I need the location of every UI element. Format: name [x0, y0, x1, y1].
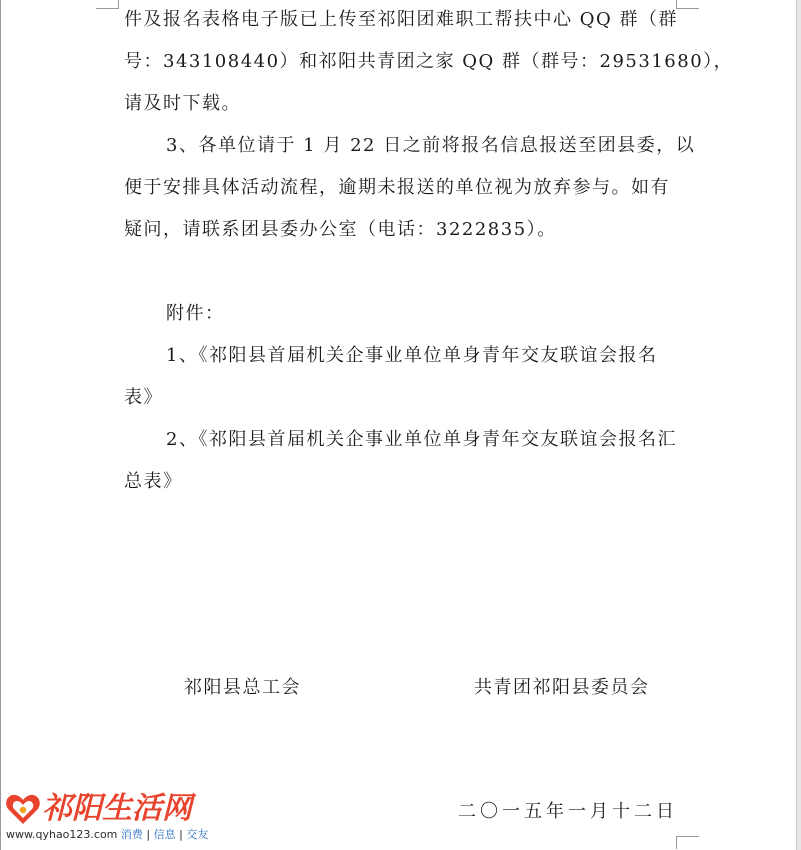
attachments-heading: 附件：	[166, 303, 225, 324]
signature-right: 共青团祁阳县委员会	[474, 677, 650, 698]
attachment-2-line-1: 2、《祁阳县首届机关企事业单位单身青年交友联谊会报名汇	[166, 429, 677, 450]
body-line-1: 件及报名表格电子版已上传至祁阳团难职工帮扶中心 QQ 群（群	[124, 9, 678, 30]
body-line-5: 便于安排具体活动流程，逾期未报送的单位视为放弃参与。如有	[124, 177, 670, 198]
body-line-6: 疑问，请联系团县委办公室（电话：3222835）。	[124, 219, 557, 240]
watermark-url-row	[6, 828, 208, 842]
site-watermark	[4, 790, 214, 846]
body-line-4: 3、各单位请于 1 月 22 日之前将报名信息报送至团县委，以	[166, 135, 696, 156]
attachment-1-line-1: 1、《祁阳县首届机关企事业单位单身青年交友联谊会报名	[166, 345, 658, 366]
attachment-1-line-2: 表》	[124, 387, 163, 408]
signature-left: 祁阳县总工会	[184, 677, 301, 698]
watermark-separator-2: |	[179, 828, 183, 841]
watermark-tag-2: 信息	[153, 828, 176, 841]
margin-corner-top-left	[96, 0, 119, 9]
scrollbar-edge[interactable]	[796, 0, 801, 850]
watermark-tag-3: 交友	[186, 828, 209, 841]
watermark-tag-1: 消费	[120, 828, 143, 841]
watermark-separator-1: |	[146, 828, 151, 841]
watermark-url: www.qyhao123.com	[6, 828, 118, 841]
document-date: 二〇一五年一月十二日	[458, 801, 678, 822]
watermark-site-name: 祁阳生活网	[42, 791, 192, 826]
heart-logo-icon	[4, 790, 42, 828]
margin-corner-top-right	[676, 0, 699, 9]
body-line-2: 号：343108440）和祁阳共青团之家 QQ 群（群号：29531680），	[124, 51, 734, 72]
attachment-2-line-2: 总表》	[124, 471, 183, 492]
body-line-3: 请及时下载。	[124, 93, 241, 114]
margin-corner-bottom-right	[676, 836, 699, 849]
